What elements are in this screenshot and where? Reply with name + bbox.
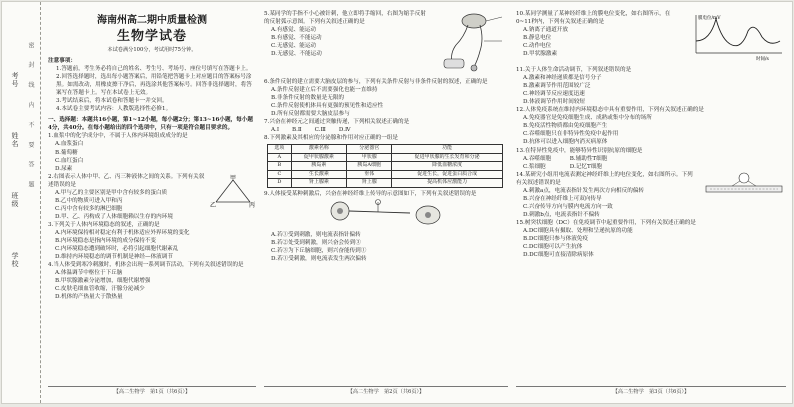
table-cell: 肾上腺 (347, 179, 392, 188)
question-stem: 3.下列关于人体内环境稳态的叙述，正确的是 (48, 221, 160, 228)
answer-option: D.尿素 (55, 165, 73, 172)
question-stem: 7.兴奋在神经元之间通过突触传递，下列相关叙述正确的是 (264, 119, 410, 126)
answer-option: C.神经调节反应速度迅速 (523, 91, 585, 98)
question-stem: 8.下列激素及其相应的分泌腺和作用对应正确的一组是 (264, 135, 398, 142)
answer-option: C.皮肤毛细血管收缩，汗腺分泌减少 (55, 286, 145, 293)
table-cell: 肾上腺素 (291, 179, 346, 188)
question-stem: 6.条件反射的建立需要大脑皮层的参与，下列有关条件反射与非条件反射的叙述，正确的是 (264, 79, 488, 86)
answer-option: D.无感觉、不能运动 (271, 51, 322, 58)
answer-option: C.DC细胞可以产生抗体 (523, 244, 583, 251)
table-cell: 生长激素 (291, 170, 346, 179)
answer-option: C.无感觉、能运动 (271, 43, 317, 50)
table-row (268, 179, 503, 188)
question-stem: 4.当人体受到寒冷刺激时，机体会出现一系列调节活动，下列有关叙述错误的是 (48, 262, 244, 269)
table-cell: 促进甲状腺的生长发育和分泌 (392, 153, 503, 162)
table-cell: C (268, 170, 292, 179)
answer-option: B.非条件反射的数量是无限的 (271, 95, 345, 102)
answer-option: B.葡萄糖 (55, 149, 78, 156)
question-1 (48, 132, 256, 172)
notice-item: 2.回答选择题时，选出每小题答案后，用铅笔把答题卡上对应题目的答案标号涂黑。如需改动，用橡皮擦干净后，再选涂其他答案标号。回答非选择题时，将答案写在答题卡上。写在本试卷上无效。 (56, 74, 252, 97)
answer-option: A.有感觉、能运动 (271, 27, 316, 34)
answer-option (516, 163, 786, 171)
binding-margin (2, 2, 41, 403)
question-10 (516, 10, 786, 66)
answer-option: C.吞噬细胞只在非特异性免疫中起作用 (523, 131, 619, 138)
school-field-label: 学校 (11, 252, 19, 268)
question-2 (48, 173, 256, 221)
question-5 (264, 10, 508, 78)
page-footer: 【高二生物学 第2页（共6页）】 (264, 386, 508, 395)
answer-option: D.DC细胞可直接清除病原体 (523, 252, 594, 259)
name-field-label: 姓名 (11, 132, 19, 148)
answer-option: A.钠离子通道开放 (523, 27, 568, 34)
answer-option: B.Ⅱ (292, 127, 302, 134)
question-stem: 5.某同学的手指不小心被针刺，他立即将手缩回，右图为缩手反射的反射弧示意图。下列有关叙述正确的是 (264, 11, 426, 26)
answer-option: B.激素调节作用范围较广泛 (523, 83, 591, 90)
table-row (268, 153, 503, 162)
notice-item: 3.考试结束后，将本试卷和答题卡一并交回。 (56, 98, 168, 105)
answer-option: A.刺激a点，电流表指针发生两次方向相反的偏转 (523, 187, 645, 194)
answer-option: C.若③为下丘脑细胞，则兴奋能传到① (271, 248, 367, 255)
class-field-label: 班级 (11, 192, 19, 208)
question-9 (264, 190, 508, 263)
subject-title: 生物学试卷 (116, 29, 187, 44)
answer-option: B.甲状腺激素分泌增加，细胞代谢增强 (55, 278, 151, 285)
question-3 (48, 221, 256, 261)
table-cell: 胰岛素 (291, 162, 346, 171)
table-header-row (268, 145, 503, 154)
answer-option: C.Ⅲ (314, 127, 326, 134)
graph-ylabel: 膜电位/mV (698, 16, 721, 21)
question-4 (48, 261, 256, 301)
answer-option: C.动作电位 (523, 43, 552, 50)
exam-note: 本试卷满分100分，考试用时75分钟。 (107, 47, 197, 53)
exam-sheet (2, 2, 792, 403)
question-8 (264, 134, 508, 188)
notice-block (48, 57, 256, 113)
answer-option: A.体温调节中枢位于下丘脑 (55, 270, 123, 277)
answer-option: D.记忆T细胞 (569, 163, 602, 170)
notice-item: 4.本试卷主要考试内容：人教版选择性必修1。 (56, 106, 172, 113)
question-stem: 2.右图表示人体中甲、乙、丙三种液体之间的关系。下列有关叙述错误的是 (48, 173, 205, 188)
table-header-cell: 选项 (268, 145, 292, 154)
answer-option: B.静息电位 (523, 35, 552, 42)
answer-option: A.甲与乙的主要区别是甲中含有较多的蛋白质 (55, 189, 168, 196)
answer-option: B.内环境稳态是指内环境的成分保持不变 (55, 238, 156, 245)
answer-option: A.内环境保持相对稳定有利于机体适应外界环境的变化 (55, 229, 190, 236)
answer-option: C.内环境稳态遭到破坏时，必将引起细胞代谢紊乱 (55, 246, 179, 253)
answer-option: B.乙中的物质可进入甲和丙 (55, 197, 123, 204)
table-row (268, 170, 503, 179)
answer-option: C.血红蛋白 (55, 157, 84, 164)
answer-option: B.DC细胞只参与体液免疫 (523, 236, 588, 243)
table-cell: 甲状腺 (347, 153, 392, 162)
answer-option: C.条件反射使机体具有更强的预见性和适应性 (271, 103, 384, 110)
answer-option: A.DC细胞具有摄取、处理和呈递抗原的功能 (523, 227, 633, 234)
question-6 (264, 78, 508, 118)
question-stem: 11.关于人体生命活动调节，下列叙述错误的是 (516, 67, 632, 74)
question-12 (516, 106, 786, 146)
question-13 (516, 147, 786, 171)
column-2 (264, 10, 508, 390)
answer-option: D.甲状腺激素 (523, 51, 558, 58)
reflex-arc-diagram (434, 11, 508, 76)
answer-option: B.有感觉、不能运动 (271, 35, 322, 42)
answer-option: D.抗体可以进入细胞内消灭病原体 (523, 139, 608, 146)
exam-number-field-label: 考号 (11, 72, 19, 88)
answer-option: D.机体的产热量大于散热量 (55, 294, 123, 301)
table-cell: B (268, 162, 292, 171)
answer-option: C.浆细胞 (523, 163, 546, 170)
seal-line-text: 密 封 线 内 不 要 答 题 (27, 42, 34, 194)
question-stem: 13.在特异性免疫中，能够特异性识别抗原的细胞是 (516, 147, 643, 154)
question-14 (516, 171, 786, 219)
answer-option: A.血浆蛋白 (55, 141, 84, 148)
question-stem: 14.某研究小组用电流表测定神经纤维上的电位变化，如右图所示。下列有关叙述错误的是 (516, 171, 693, 186)
answer-option: D.Ⅳ (338, 127, 351, 134)
hormone-table (267, 144, 503, 188)
column-1 (48, 10, 256, 390)
table-cell: D (268, 179, 292, 188)
answer-option: D.若①受刺激，则电流表发生两次偏转 (271, 256, 367, 263)
tri-label-a: 甲 (230, 174, 237, 182)
question-stem: 1.血浆中的化学成分中，不属于人体内环境组成成分的是 (48, 133, 188, 140)
question-stem: 9.人体接受某种刺激后，兴奋在神经纤维上传导的示意图如下，下列有关叙述错误的是 (264, 190, 477, 197)
exam-title: 海南州高二期中质量检测 (97, 15, 207, 26)
answer-option: D.体液调节作用时间较短 (523, 99, 586, 106)
answer-option: C.兴奋传导方向与膜内电流方向一致 (523, 203, 613, 210)
fluid-triangle-diagram (210, 174, 256, 211)
answer-option: D.维持内环境稳态的调节机制是神经—体液调节 (55, 254, 173, 261)
answer-option: A.条件反射建立后不需要强化也能一直维持 (271, 87, 378, 94)
question-stem: 10.某同学测量了某神经纤维上的膜电位变化，如右图所示，在0~11秒内，下列有关叙述正确的是 (516, 11, 671, 26)
answer-option: A.Ⅰ (271, 127, 280, 134)
table-cell: 降低血糖浓度 (392, 162, 503, 171)
table-cell: 胰岛A细胞 (347, 162, 392, 171)
table-cell: 提高机体应激能力 (392, 179, 503, 188)
table-header-cell: 激素名称 (291, 145, 346, 154)
table-cell: 促进生长，促进蛋白质合成 (392, 170, 503, 179)
answer-option: A.免疫器官是免疫细胞生成、成熟或集中分布的场所 (523, 115, 652, 122)
notice-heading: 注意事项： (48, 58, 76, 64)
question-15 (516, 219, 786, 259)
table-cell: 促甲状腺激素 (291, 153, 346, 162)
answer-option: D.所有反射都需要大脑皮层参与 (271, 111, 350, 118)
table-cell: 垂体 (347, 170, 392, 179)
answer-option: C.丙中含有较多的淋巴细胞 (55, 205, 123, 212)
answer-option: B.免疫活性物质都由免疫细胞产生 (523, 123, 608, 130)
page-footer: 【高二生物学 第1页（共6页）】 (48, 386, 256, 395)
nerve-fiber-meter-diagram (702, 172, 786, 201)
answer-option: A.激素和神经递质都是信号分子 (523, 75, 602, 82)
answer-option (516, 155, 786, 163)
answer-option: D.甲、乙、丙构成了人体细胞赖以生存的内环境 (55, 213, 173, 220)
graph-xlabel: 时间/s (756, 57, 769, 61)
tri-label-c: 丙 (249, 201, 256, 208)
section-heading: 一、选择题：本题共16小题，第1~12小题，每小题2分；第13~16小题，每小题4分，共40分。在每小题给出的四个选项中，只有一项是符合题目要求的。 (48, 117, 253, 132)
answer-option (264, 126, 508, 134)
table-row (268, 162, 503, 171)
notice-item: 1.答题前，考生务必将自己的姓名、考生号、考场号、座位号填写在答题卡上。 (56, 66, 252, 73)
answer-option: B.辅助性T细胞 (569, 155, 608, 162)
column-3 (516, 10, 786, 390)
question-stem: 15.树突状细胞（DC）在免疫调节中起重要作用，下列有关叙述正确的是 (516, 219, 696, 226)
question-11 (516, 66, 786, 106)
tri-label-b: 乙 (210, 201, 217, 208)
question-stem: 12.人体免疫系统在维持内环境稳态中具有重要作用，下列有关叙述正确的是 (516, 107, 704, 114)
answer-option: B.若②处受到刺激，则兴奋会传到③ (271, 240, 361, 247)
table-cell: A (268, 153, 292, 162)
answer-option: A.若①受到刺激，则电流表指针偏转 (271, 232, 361, 239)
neuron-signal-diagram (324, 199, 508, 230)
question-7 (264, 118, 508, 134)
table-header-cell: 分泌器官 (347, 145, 392, 154)
page-footer: 【高二生物学 第3页（共6页）】 (516, 386, 786, 395)
answer-option: B.兴奋在神经纤维上可双向传导 (523, 195, 602, 202)
membrane-potential-graph (686, 11, 786, 64)
answer-option: D.刺激b点，电流表指针不偏转 (523, 211, 600, 218)
answer-option: A.吞噬细胞 (523, 155, 552, 162)
table-header-cell: 功能 (392, 145, 503, 154)
